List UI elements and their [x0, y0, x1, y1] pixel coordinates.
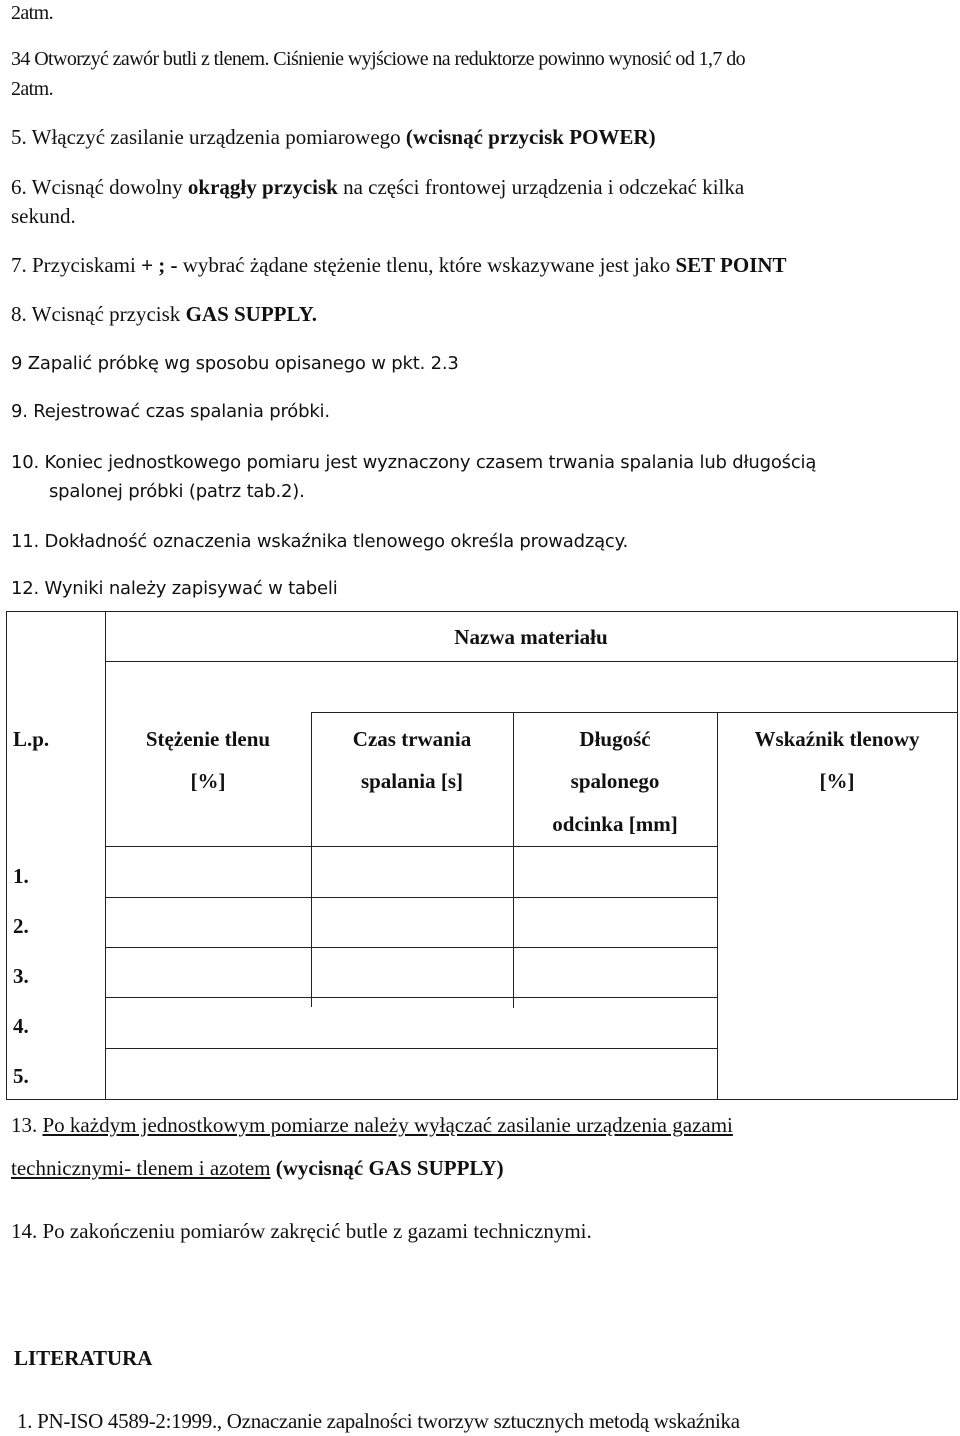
- header-length-2: spalonego: [570, 769, 660, 793]
- step-8: 8. Wcisnąć przycisk GAS SUPPLY.: [11, 302, 318, 326]
- step-10: 10. Koniec jednostkowego pomiaru jest wyznaczony czasem trwania spalania lub długością: [11, 452, 817, 473]
- table-row-label: 4.: [13, 1014, 29, 1038]
- step-34: 34 Otworzyć zawór butli z tlenem. Ciśnienie wyjściowe na reduktorze powinno wynosić od 1,7 do: [11, 48, 746, 70]
- results-table: [6, 611, 958, 1100]
- header-oxygen-conc-unit: [%]: [190, 769, 226, 793]
- step-6-cont: sekund.: [11, 204, 76, 228]
- step-10-cont: spalonej próbki (patrz tab.2).: [49, 481, 305, 502]
- step-9-record: 9. Rejestrować czas spalania próbki.: [11, 401, 330, 422]
- step-14: 14. Po zakończeniu pomiarów zakręcić butle z gazami technicznymi.: [11, 1219, 592, 1243]
- text-line-2atm: 2atm.: [11, 2, 53, 24]
- header-length: Długość: [579, 727, 651, 751]
- step-7: 7. Przyciskami + ; - wybrać żądane stężenie tlenu, które wskazywane jest jako SET POINT: [11, 253, 787, 277]
- table-row-label: 1.: [13, 864, 29, 888]
- header-lp: L.p.: [13, 727, 50, 751]
- header-burn-time-unit: spalania [s]: [360, 769, 464, 793]
- table-title: Nazwa materiału: [454, 625, 608, 649]
- step-13: 13. Po każdym jednostkowym pomiarze należy wyłączać zasilanie urządzenia gazami: [11, 1113, 733, 1137]
- reference-1: 1. PN-ISO 4589-2:1999., Oznaczanie zapalności tworzyw sztucznych metodą wskaźnika: [17, 1409, 740, 1433]
- header-oxygen-index: Wskaźnik tlenowy: [754, 727, 920, 751]
- table-row-label: 5.: [13, 1064, 29, 1088]
- step-6: 6. Wcisnąć dowolny okrągły przycisk na części frontowej urządzenia i odczekać kilka: [11, 175, 745, 199]
- step-12: 12. Wyniki należy zapisywać w tabeli: [11, 578, 338, 599]
- header-length-unit: odcinka [mm]: [552, 812, 678, 836]
- step-11: 11. Dokładność oznaczenia wskaźnika tlenowego określa prowadzący.: [11, 531, 629, 552]
- header-burn-time: Czas trwania: [352, 727, 472, 751]
- header-oxygen-conc: Stężenie tlenu: [145, 727, 271, 751]
- step-9-ignite: 9 Zapalić próbkę wg sposobu opisanego w pkt. 2.3: [11, 353, 459, 374]
- step-13-cont: technicznymi- tlenem i azotem (wycisnąć GAS SUPPLY): [11, 1156, 504, 1180]
- table-row-label: 3.: [13, 964, 29, 988]
- table-row-label: 2.: [13, 914, 29, 938]
- step-5: 5. Włączyć zasilanie urządzenia pomiarowego (wcisnąć przycisk POWER): [11, 125, 656, 149]
- step-34-cont: 2atm.: [11, 78, 53, 100]
- literature-heading: LITERATURA: [14, 1346, 153, 1370]
- header-oxygen-index-unit: [%]: [819, 769, 855, 793]
